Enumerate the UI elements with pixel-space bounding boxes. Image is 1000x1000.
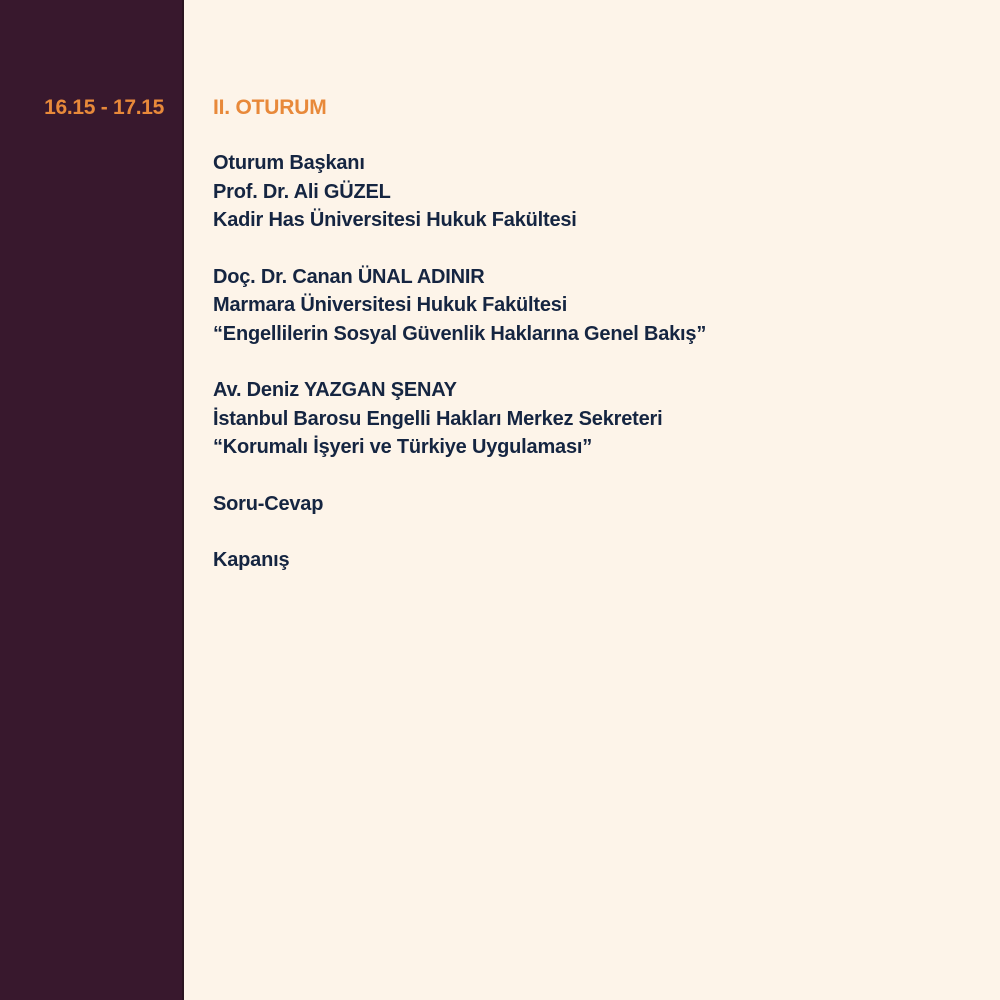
- speaker-name: Doç. Dr. Canan ÜNAL ADINIR: [213, 265, 485, 288]
- qa-block: [213, 490, 706, 519]
- session-title: II. OTURUM: [213, 96, 327, 119]
- chair-affiliation: Kadir Has Üniversitesi Hukuk Fakültesi: [213, 209, 577, 231]
- speaker-name: Av. Deniz YAZGAN ŞENAY: [213, 379, 457, 401]
- sidebar-panel: [0, 0, 184, 1000]
- speaker-block: [213, 263, 706, 349]
- speaker-affiliation: Marmara Üniversitesi Hukuk Fakültesi: [213, 294, 568, 316]
- closing-label: Kapanış: [213, 549, 290, 571]
- session-time-range: 16.15 - 17.15: [44, 96, 164, 119]
- session-content: [213, 96, 706, 603]
- speaker-talk-title: “Engellilerin Sosyal Güvenlik Haklarına Genel Bakış”: [213, 322, 707, 345]
- speaker-block: [213, 376, 706, 462]
- qa-label: Soru-Cevap: [213, 492, 324, 515]
- chair-role: Oturum Başkanı: [213, 152, 365, 174]
- chair-name: Prof. Dr. Ali GÜZEL: [213, 180, 391, 203]
- session-chair-block: [213, 149, 706, 235]
- speaker-affiliation: İstanbul Barosu Engelli Hakları Merkez Sekreteri: [213, 407, 663, 430]
- closing-block: [213, 546, 706, 575]
- speaker-talk-title: “Korumalı İşyeri ve Türkiye Uygulaması”: [213, 436, 593, 458]
